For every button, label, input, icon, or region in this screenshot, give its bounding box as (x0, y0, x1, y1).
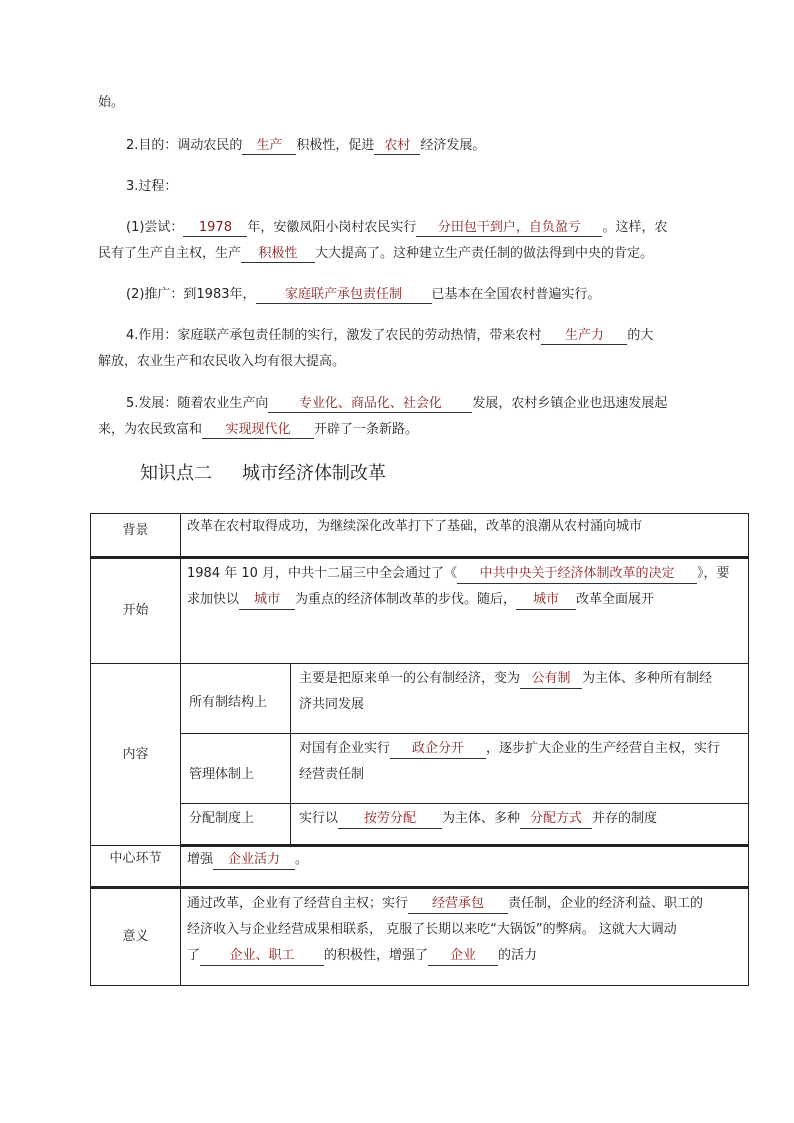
row-label: 内容 (91, 664, 181, 846)
text: 始。 (98, 95, 125, 110)
development-line-2 (98, 420, 418, 440)
process-heading (126, 177, 177, 197)
purpose-line (126, 136, 485, 156)
row-content (181, 514, 749, 558)
paragraph-line (98, 93, 124, 113)
table-row (91, 804, 749, 846)
effect-line-2 (98, 352, 345, 372)
text: 主要是把原来单一的公有制经济，变为 (299, 671, 521, 686)
sub-label: 管理体制上 (181, 734, 291, 804)
text: 济共同发展 (299, 697, 365, 712)
sub-label: 所有制结构上 (181, 664, 291, 734)
answer-blank: 城市 (516, 591, 576, 610)
row-content (181, 888, 749, 986)
text: 责任制，企业的经济利益、职工的 (508, 896, 704, 911)
text: 发展，农村乡镇企业也迅速发展起 (472, 396, 668, 411)
row-content (181, 558, 749, 664)
text: 经营责任制 (299, 767, 365, 782)
row-label: 意义 (91, 888, 181, 986)
text: 3.过程： (126, 179, 178, 194)
text: 。这样，农 (602, 220, 668, 235)
table-row (91, 558, 749, 664)
table-row (91, 514, 749, 558)
answer-blank: 中共中央关于经济体制改革的决定 (457, 565, 697, 584)
answer-blank: 农村 (374, 137, 420, 155)
text: 。 (295, 852, 309, 867)
effect-line-1 (126, 326, 653, 346)
sub-label: 分配制度上 (181, 804, 291, 846)
text: 已基本在全国农村普遍实行。 (431, 287, 601, 302)
text: 》，要 (697, 566, 730, 581)
answer-blank: 企业、职工 (200, 947, 324, 966)
text: 来，为农民致富和 (98, 422, 203, 437)
text: 为重点的经济体制改革的步伐。随后， (295, 592, 517, 607)
row-content (181, 846, 749, 888)
text: 增强 (187, 852, 214, 867)
heading-title: 城市经济体制改革 (242, 463, 386, 484)
heading-number: 知识点二 (140, 463, 212, 484)
text: 大大提高了。这种建立生产责任制的做法得到中央的肯定。 (315, 246, 654, 261)
text: 求加快以 (187, 592, 240, 607)
trial-line-1 (126, 218, 667, 238)
text: 积极性，促进 (296, 138, 375, 153)
text: 的大 (627, 328, 654, 343)
text: 年，安徽凤阳小岗村农民实行 (247, 220, 417, 235)
text: 并存的制度 (592, 811, 658, 826)
promotion-line (126, 285, 601, 305)
text: 了 (187, 948, 201, 963)
answer-blank: 按劳分配 (338, 810, 442, 829)
text: ，逐步扩大企业的生产经营自主权，实行 (486, 741, 721, 756)
row-content (291, 804, 749, 846)
answer-blank: 生产 (242, 137, 296, 155)
text: 的活力 (498, 948, 538, 963)
table-row (91, 846, 749, 888)
text: 1984 年 10 月，中共十二届三中全会通过了《 (187, 566, 458, 581)
text: (2)推广：到1983年， (126, 287, 256, 302)
text: 为主体、多种 (442, 811, 521, 826)
answer-blank: 公有制 (520, 670, 582, 689)
text: 实行以 (299, 811, 339, 826)
answer-blank: 积极性 (241, 245, 315, 263)
row-content (291, 664, 749, 734)
text: 改革全面展开 (576, 592, 655, 607)
answer-blank: 企业 (428, 947, 498, 966)
answer-blank: 政企分开 (390, 740, 486, 759)
answer-blank: 实现现代化 (202, 421, 314, 439)
row-label: 中心环节 (91, 846, 181, 888)
answer-blank: 1978 (183, 219, 247, 237)
text: 改革在农村取得成功，为继续深化改革打下了基础，改革的浪潮从农村涌向城市 (187, 519, 643, 534)
answer-blank: 经营承包 (408, 895, 508, 914)
text: 的积极性，增强了 (324, 948, 429, 963)
knowledge-table (90, 513, 749, 986)
text: 4.作用：家庭联产承包责任制的实行，激发了农民的劳动热情，带来农村 (126, 328, 542, 343)
text: 为主体、多种所有制经 (582, 671, 713, 686)
section-heading (140, 461, 386, 487)
answer-blank: 城市 (239, 591, 295, 610)
text: 经济收入与企业经营成果相联系， 克服了长期以来吃“大锅饭”的弊病。 这就大大调动 (187, 922, 677, 937)
row-label: 背景 (91, 514, 181, 558)
text: 经济发展。 (420, 138, 486, 153)
row-content (291, 734, 749, 804)
table-row (91, 734, 749, 804)
answer-blank: 企业活力 (213, 851, 295, 870)
answer-blank: 分配方式 (520, 810, 592, 829)
development-line-1 (126, 394, 667, 414)
trial-line-2 (98, 244, 653, 264)
row-label: 开始 (91, 558, 181, 664)
answer-blank: 分田包干到户，自负盈亏 (416, 219, 602, 237)
text: 民有了生产自主权，生产 (98, 246, 242, 261)
text: 开辟了一条新路。 (314, 422, 419, 437)
answer-blank: 生产力 (541, 327, 627, 345)
text: 通过改革，企业有了经营自主权；实行 (187, 896, 409, 911)
text: 解放，农业生产和农民收入均有很大提高。 (98, 354, 346, 369)
table-row (91, 664, 749, 734)
table-row (91, 888, 749, 986)
text: 对国有企业实行 (299, 741, 391, 756)
answer-blank: 专业化、商品化、社会化 (268, 395, 472, 413)
text: 2.目的：调动农民的 (126, 138, 243, 153)
text: 5.发展：随着农业生产向 (126, 396, 269, 411)
text: (1)尝试： (126, 220, 184, 235)
answer-blank: 家庭联产承包责任制 (256, 286, 432, 304)
